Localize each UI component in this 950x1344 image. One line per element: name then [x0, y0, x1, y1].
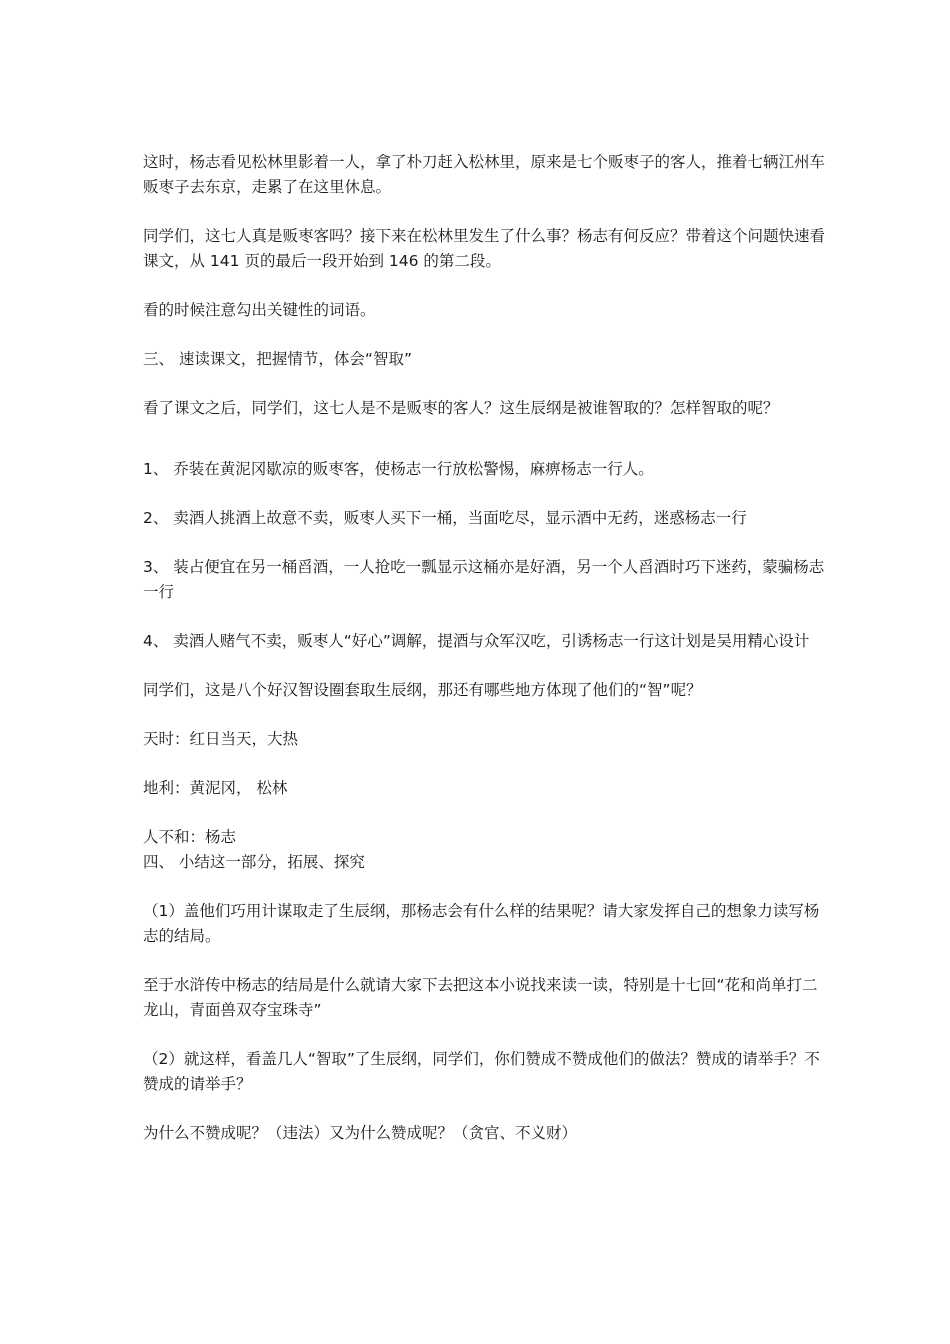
paragraph-tianshi: 天时：红日当天，大热 — [143, 730, 299, 748]
section-heading-four: 四、 小结这一部分，拓展、探究 — [143, 853, 365, 871]
list-item-2: 2、 卖酒人挑酒上故意不卖，贩枣人买下一桶，当面吃尽，显示酒中无药，迷惑杨志一行 — [143, 509, 747, 527]
paragraph-question-1: （1）盖他们巧用计谋取走了生辰纲，那杨志会有什么样的结果呢？请大家发挥自己的想象力读写杨志的结局。 — [143, 902, 820, 945]
paragraph-shuihu-ending: 至于水浒传中杨志的结局是什么就请大家下去把这本小说找来读一读，特别是十七回“花和尚单打二龙山，青面兽双夺宝珠寺” — [143, 976, 818, 1019]
list-item-1: 1、 乔装在黄泥冈歇凉的贩枣客，使杨志一行放松警惕，麻痹杨志一行人。 — [143, 460, 654, 478]
paragraph-dili: 地利：黄泥冈， 松林 — [143, 779, 288, 797]
section-heading-three: 三、 速读课文，把握情节，体会“智取” — [143, 350, 412, 368]
paragraph-yangzhi-sees-merchants: 这时，杨志看见松林里影着一人，拿了朴刀赶入松林里，原来是七个贩枣子的客人，推着七辆江州车贩枣子去东京，走累了在这里休息。 — [143, 153, 826, 196]
paragraph-keyword-instruction: 看的时候注意勾出关键性的词语。 — [143, 301, 376, 319]
paragraph-question-2: （2）就这样，看盖几人“智取”了生辰纲，同学们，你们赞成不赞成他们的做法？赞成的请举手？不赞成的请举手？ — [143, 1050, 820, 1093]
paragraph-who-took-treasure: 看了课文之后，同学们，这七人是不是贩枣的客人？这生辰纲是被谁智取的？怎样智取的呢？ — [143, 399, 779, 417]
paragraph-why-agree: 为什么不赞成呢？（违法）又为什么赞成呢？（贪官、不义财） — [143, 1124, 578, 1142]
paragraph-question-reading-task: 同学们，这七人真是贩枣客吗？接下来在松林里发生了什么事？杨志有何反应？带着这个问题快速看课文，从 141 页的最后一段开始到 146 的第二段。 — [143, 227, 826, 270]
document-page — [143, 150, 833, 1170]
list-item-3: 3、 装占便宜在另一桶舀酒，一人抢吃一瓢显示这桶亦是好酒，另一个人舀酒时巧下迷药，蒙骗杨志一行 — [143, 558, 825, 601]
list-item-4: 4、 卖酒人赌气不卖，贩枣人“好心”调解，提酒与众军汉吃，引诱杨志一行这计划是吴用精心设计 — [143, 632, 810, 650]
paragraph-renbuhe: 人不和：杨志 — [143, 828, 237, 846]
paragraph-eight-heroes: 同学们，这是八个好汉智设圈套取生辰纲，那还有哪些地方体现了他们的“智”呢？ — [143, 681, 702, 699]
